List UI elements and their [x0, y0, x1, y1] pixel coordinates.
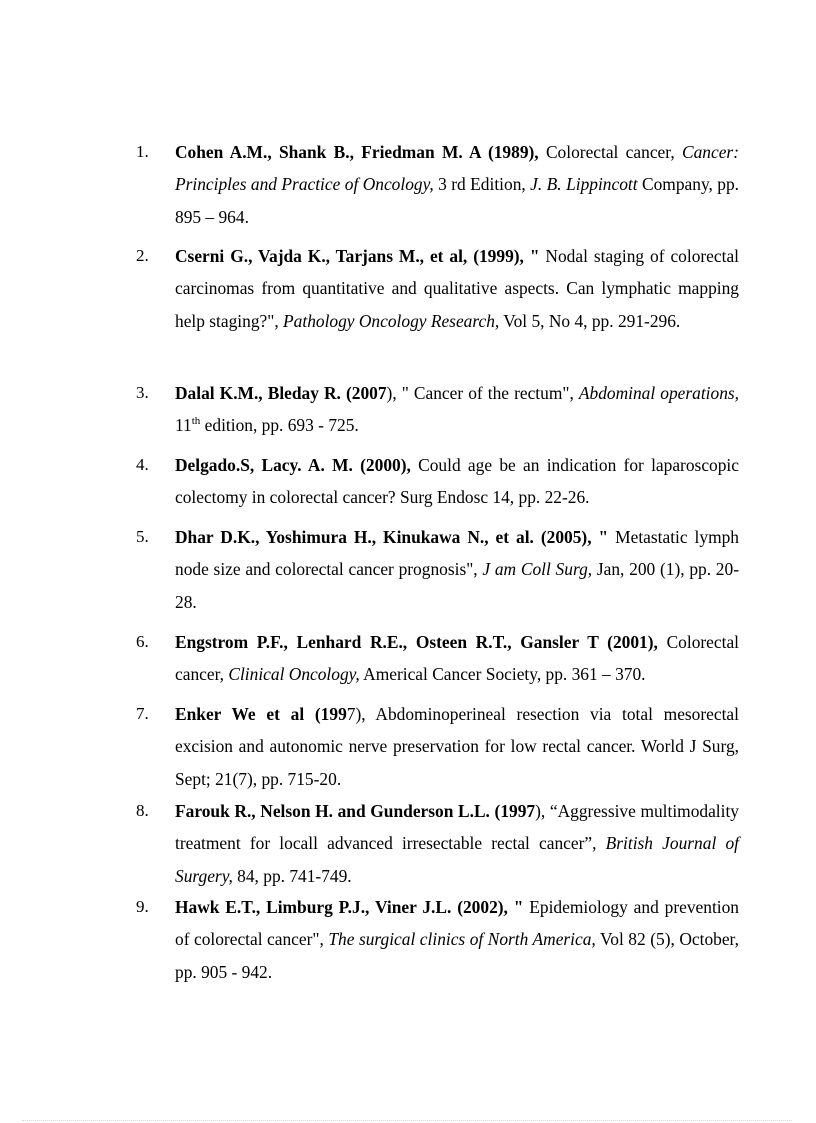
reference-source: J am Coll Surg,: [482, 559, 593, 580]
reference-text: [175, 240, 739, 337]
reference-title: ), " Cancer of the rectum",: [386, 383, 579, 403]
reference-text: [175, 795, 739, 892]
reference-authors: Engstrom P.F., Lenhard R.E., Osteen R.T., Gansler T (2001),: [175, 632, 658, 652]
reference-title: Metastatic lymph node size and colorectal cancer prognosis",: [175, 527, 739, 580]
reference-publisher: J. B. Lippincott: [530, 174, 638, 195]
reference-pages: edition, pp. 693 - 725.: [200, 415, 359, 436]
reference-source: Clinical Oncology,: [228, 664, 360, 685]
reference-authors: Cohen A.M., Shank B., Friedman M. A (1989),: [175, 142, 539, 162]
reference-title: Could age be an indication for laparoscopic colectomy in colorectal cancer? Surg Endosc 14, pp. 22-26.: [175, 455, 739, 508]
reference-title: 7), Abdominoperineal resection via total mesorectal excision and autonomic nerve preservation for low rectal cancer. World J Surg, Sept; 21(7), pp. 715-20.: [175, 704, 739, 789]
reference-title: Colorectal cancer,: [175, 632, 740, 685]
reference-title: Colorectal cancer,: [538, 142, 682, 162]
reference-authors: Dhar D.K., Yoshimura H., Kinukawa N., et al. (2005), ": [175, 527, 609, 547]
reference-number: 8.: [136, 801, 149, 820]
reference-authors: Cserni G., Vajda K., Tarjans M., et al, (1999), ": [175, 246, 540, 266]
reference-number: 3.: [136, 383, 149, 402]
reference-pages: Americal Cancer Society, pp. 361 – 370.: [359, 664, 646, 685]
reference-text: [175, 891, 739, 988]
reference-title: Epidemiology and prevention of colorectal cancer",: [175, 897, 740, 950]
reference-pages: Vol 5, No 4, pp. 291-296.: [499, 310, 681, 331]
reference-text: [175, 136, 739, 233]
reference-source: Pathology Oncology Research,: [283, 310, 500, 331]
reference-text: [175, 449, 739, 514]
reference-number: 2.: [136, 246, 149, 265]
reference-authors: Enker We et al (199: [175, 704, 347, 724]
reference-text: [175, 698, 739, 795]
reference-text: [175, 626, 739, 691]
reference-ordinal-suffix: th: [191, 415, 201, 428]
reference-source: The surgical clinics of North America,: [328, 929, 596, 950]
reference-pages: 84, pp. 741-749.: [232, 865, 352, 886]
reference-edition: 11: [175, 415, 192, 436]
reference-title: ), “Aggressive multimodality treatment for locall advanced irresectable rectal cancer”,: [175, 801, 739, 854]
reference-pages: Jan, 200 (1), pp. 20-28.: [175, 559, 739, 612]
reference-authors: Hawk E.T., Limburg P.J., Viner J.L. (2002), ": [175, 897, 524, 917]
page-bottom-divider: [22, 1120, 792, 1121]
reference-source: Cancer: Principles and Practice of Oncology,: [175, 142, 739, 195]
reference-number: 7.: [136, 704, 149, 723]
reference-edition: 3 rd Edition,: [433, 174, 531, 195]
reference-pages: Vol 82 (5), October, pp. 905 - 942.: [175, 929, 739, 982]
reference-source: British Journal of Surgery,: [175, 833, 739, 886]
reference-number: 1.: [136, 142, 149, 161]
reference-number: 4.: [136, 455, 149, 474]
reference-text: [175, 521, 739, 618]
reference-title: Nodal staging of colorectal carcinomas from quantitative and qualitative aspects. Can lymphatic mapping help staging?",: [175, 246, 740, 331]
reference-pages: Company, pp. 895 – 964.: [175, 174, 740, 227]
reference-number: 6.: [136, 632, 149, 651]
reference-authors: Delgado.S, Lacy. A. M. (2000),: [175, 455, 411, 475]
reference-authors: Farouk R., Nelson H. and Gunderson L.L. (1997: [175, 801, 536, 821]
reference-text: [175, 377, 739, 442]
reference-authors: Dalal K.M., Bleday R. (2007: [175, 383, 387, 403]
reference-number: 5.: [136, 527, 149, 546]
reference-source: Abdominal operations,: [578, 383, 740, 403]
reference-number: 9.: [136, 897, 149, 916]
